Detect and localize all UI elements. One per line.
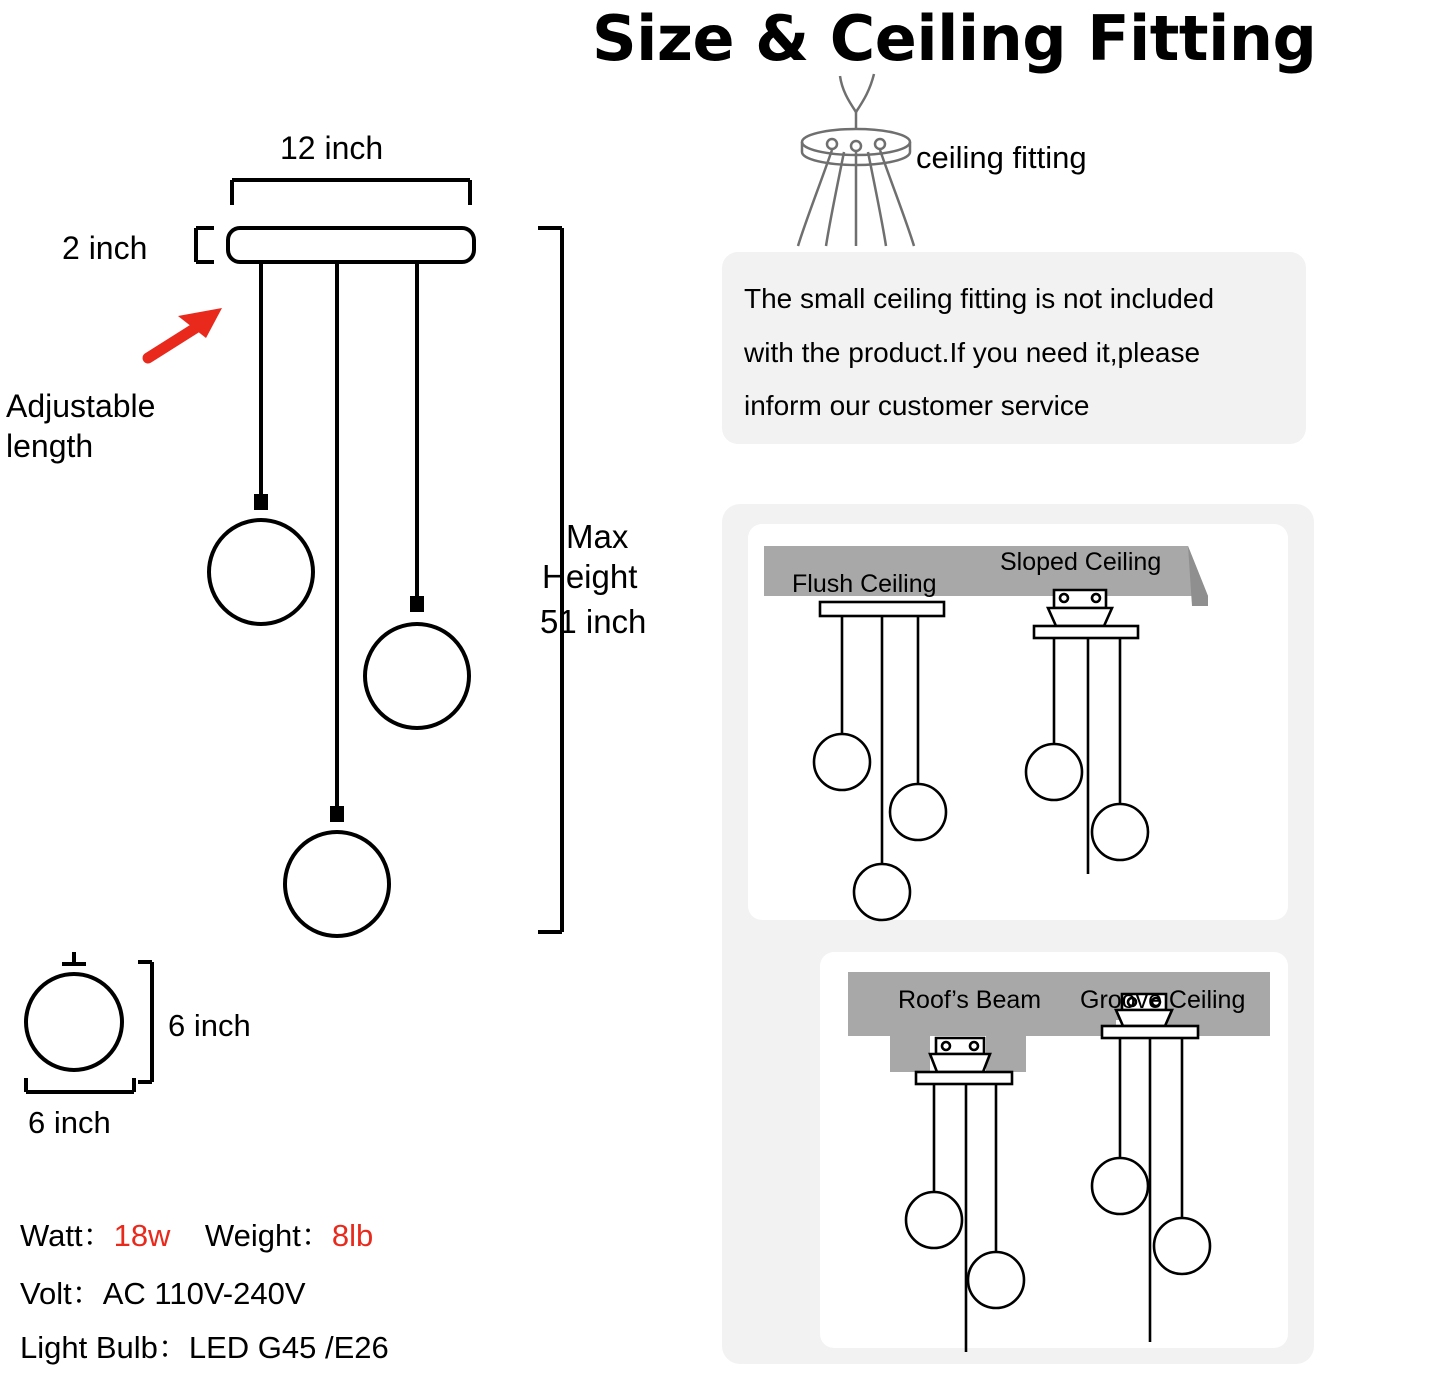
beam-and-groove-illustration <box>830 962 1290 1362</box>
adjustable-length-label-line1: Adjustable <box>6 388 156 424</box>
volt-value: AC 110V-240V <box>102 1276 306 1311</box>
note-line-2: with the product.If you need it,please <box>744 337 1201 368</box>
max-height-label-line1: Max <box>566 518 629 555</box>
adjustable-length-label-line2: length <box>6 428 94 464</box>
globe-shade <box>365 624 469 728</box>
canopy-thickness-label: 2 inch <box>62 230 148 266</box>
adjustable-length-arrow <box>148 308 222 358</box>
roofs-beam-label: Roof’s Beam <box>898 986 1042 1014</box>
max-height-label-line3: 51 inch <box>540 603 647 640</box>
groove-ceiling-label: Groove Ceiling <box>1080 986 1246 1014</box>
max-height-label-line2: Height <box>542 558 638 595</box>
page-title: Size & Ceiling Fitting <box>592 2 1317 75</box>
globe-shade <box>285 832 389 936</box>
spec-watt-weight <box>20 1210 373 1255</box>
watt-value: 18w <box>113 1218 171 1253</box>
canopy-bar <box>228 228 474 262</box>
globe-shade <box>209 520 313 624</box>
bulb-value: LED G45 /E26 <box>188 1330 389 1365</box>
bulb-label: Light Bulb： <box>20 1330 189 1365</box>
globe-width-label: 6 inch <box>28 1105 111 1140</box>
watt-label: Watt： <box>20 1218 114 1253</box>
width-label: 12 inch <box>280 130 384 166</box>
globe-height-label: 6 inch <box>168 1008 251 1043</box>
sloped-ceiling-label: Sloped Ceiling <box>1000 548 1162 576</box>
volt-label: Volt： <box>20 1276 103 1311</box>
main-fixture-drawing <box>0 0 720 1200</box>
flush-ceiling-label: Flush Ceiling <box>792 570 937 598</box>
weight-value: 8lb <box>331 1218 374 1253</box>
ceiling-fitting-caption: ceiling fitting <box>916 140 1087 175</box>
globe-dimension-sample <box>26 952 152 1092</box>
weight-label: Weight： <box>204 1218 332 1253</box>
spec-bulb <box>20 1322 389 1367</box>
spec-volt <box>20 1268 306 1313</box>
note-line-3: inform our customer service <box>744 390 1090 421</box>
note-line-1: The small ceiling fitting is not included <box>744 283 1215 314</box>
